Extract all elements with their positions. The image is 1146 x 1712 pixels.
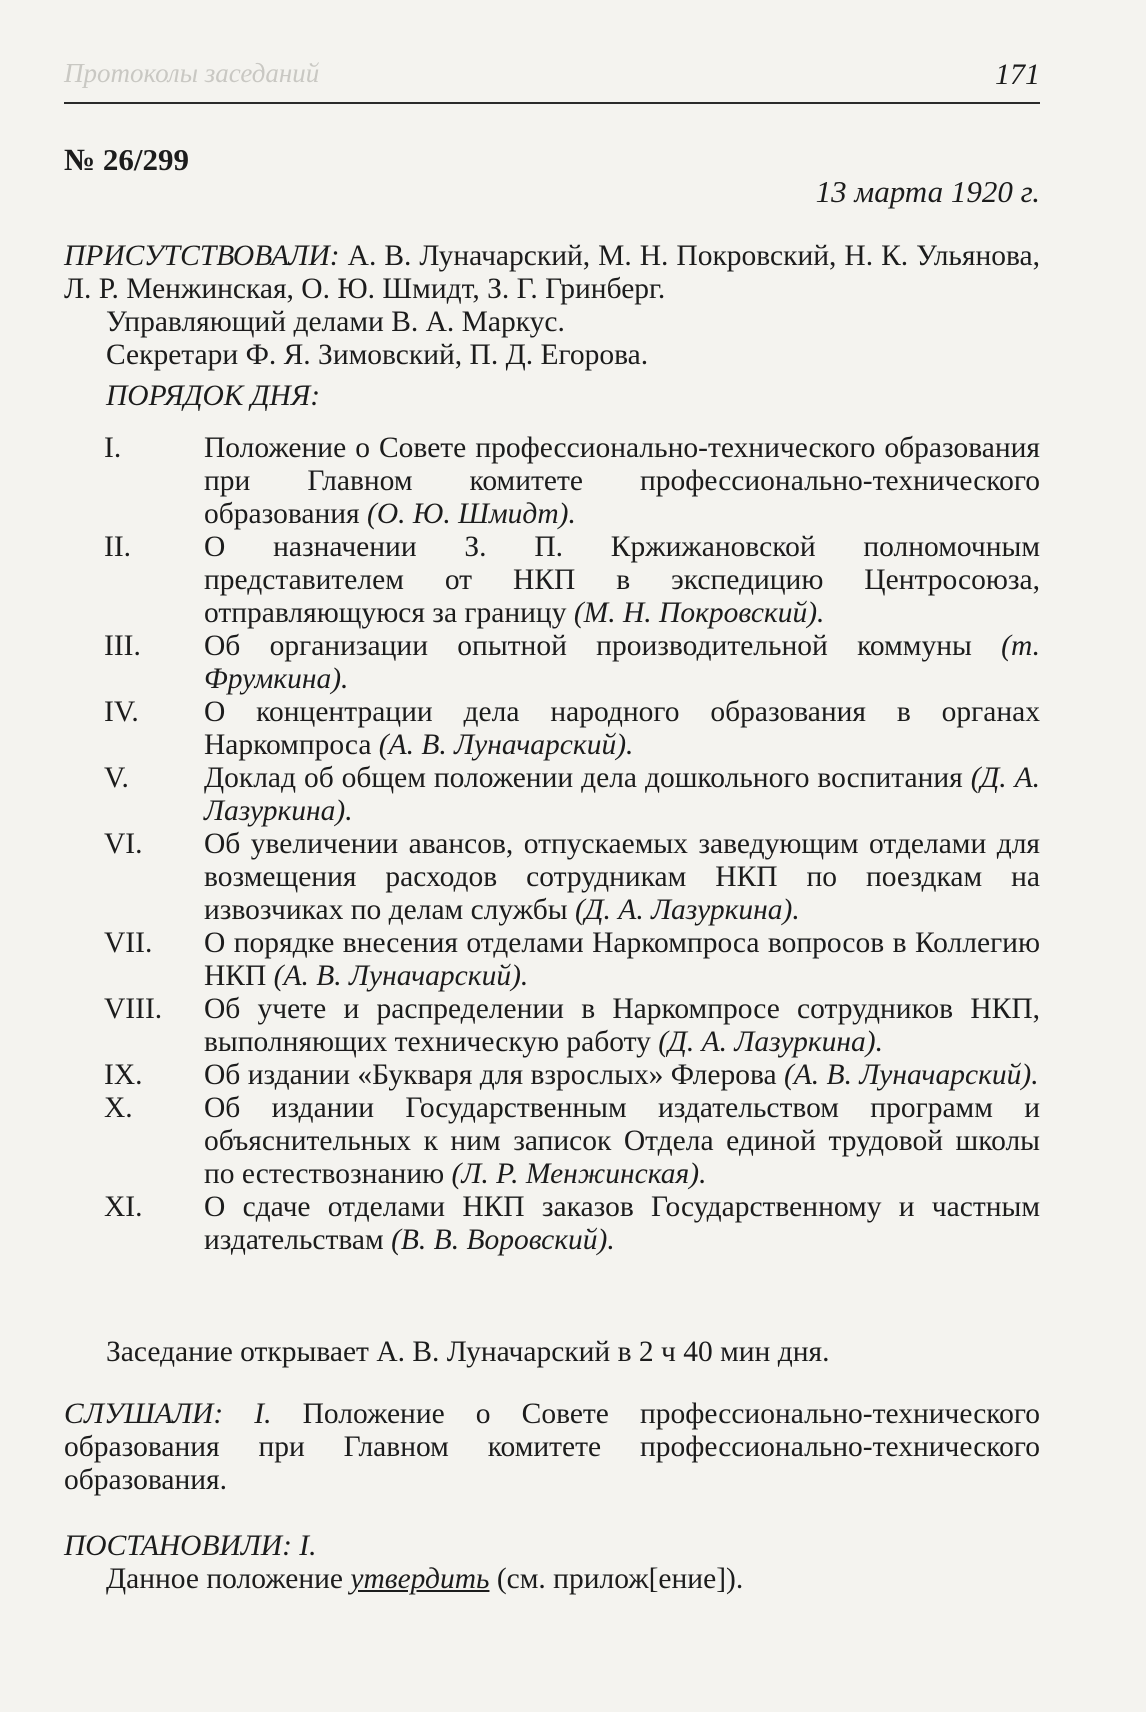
agenda-item: X. Об издании Государственным издательством программ и объяснительных к ним записок Отдела единой трудовой школы по естествознанию (Л. Р. Менжинская). [104,1092,1040,1190]
present-label: ПРИСУТСТВОВАЛИ: [64,240,340,272]
agenda-item: I. Положение о Совете профессионально-технического образования при Главном комитете профессионально-технического образования (О. Ю. Шмидт). [104,432,1040,530]
agenda-item: VI. Об увеличении авансов, отпускаемых заведующим отделами для возмещения расходов сотрудникам НКП по поездкам на извозчиках по делам службы (Д. А. Лазуркина). [104,828,1040,926]
manager-line: Управляющий делами В. А. Маркус. [106,306,565,338]
resolved-block [64,1530,1040,1596]
agenda-label: ПОРЯДОК ДНЯ: [106,380,321,412]
agenda-item: IX. Об издании «Букваря для взрослых» Флерова (А. В. Луначарский). [104,1059,1039,1091]
resolved-emphasis: утвердить [350,1563,490,1595]
agenda-list [64,432,1040,1257]
agenda-item: VIII. Об учете и распределении в Наркомпросе сотрудников НКП, выполняющих техническую работу (Д. А. Лазуркина). [104,993,1040,1058]
resolved-label: ПОСТАНОВИЛИ: I. [64,1530,317,1562]
header-rule [64,102,1040,104]
agenda-label-line [64,380,1040,413]
agenda-item: V. Доклад об общем положении дела дошкольного воспитания (Д. А. Лазуркина). [104,762,1041,827]
heard-label: СЛУШАЛИ: I. [64,1398,272,1430]
running-title: Протоколы заседаний [64,58,320,88]
agenda-item: IV. О концентрации дела народного образования в органах Наркомпроса (А. В. Луначарский). [104,696,1040,761]
secretaries-line: Секретари Ф. Я. Зимовский, П. Д. Егорова. [106,339,649,371]
agenda-item: III. Об организации опытной производительной коммуны (т. Фрумкина). [104,630,1041,695]
document-date: 13 марта 1920 г. [815,174,1040,209]
agenda-item: XI. О сдаче отделами НКП заказов Государственному и частным издательствам (В. В. Воровский). [104,1191,1040,1256]
resolved-text: Данное положение утвердить (см. прилож[ение]). [106,1563,744,1595]
page-number: 171 [995,58,1040,91]
document-number: № 26/299 [64,142,190,177]
heard-text: Положение о Совете профессионально-технического образования при Главном комитете профессионально-технического образования. [64,1398,1040,1496]
agenda-item: II. О назначении З. П. Кржижановской полномочным представителем от НКП в экспедицию Центросоюза, отправляющуюся за границу (М. Н. Покровский). [104,531,1040,629]
heard-paragraph [64,1398,1040,1497]
attendance-block [64,240,1040,413]
present-paragraph [64,240,1040,306]
agenda-item: VII. О порядке внесения отделами Наркомпроса вопросов в Коллегию НКП (А. В. Луначарский). [104,927,1040,992]
opening-paragraph: Заседание открывает А. В. Луначарский в 2 ч 40 мин дня. [106,1336,830,1368]
present-names: А. В. Луначарский, М. Н. Покровский, Н. К. Ульянова, Л. Р. Менжинская, О. Ю. Шмидт, З. Г. Гринберг. [64,240,1041,305]
